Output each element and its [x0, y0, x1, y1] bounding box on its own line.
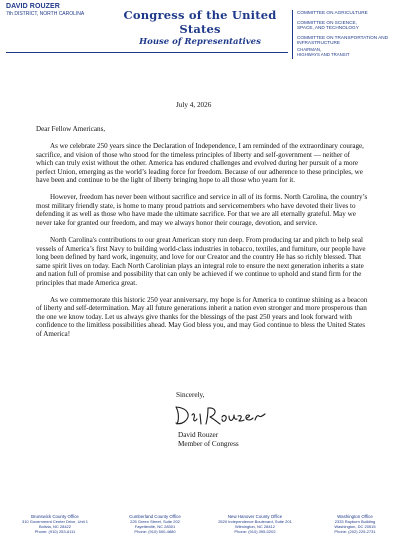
header-divider	[6, 52, 288, 53]
member-header	[6, 3, 84, 17]
committee-list	[292, 10, 409, 59]
subcommittee-chair: CHAIRMAN, HIGHWAYS AND TRANSIT	[297, 46, 350, 57]
salutation: Dear Fellow Americans,	[36, 125, 106, 133]
body-paragraph-3: North Carolina's contributions to our great American story run deep. From producing tar and pitch to help seal vessels of America’s first Navy to building world-class industries in tobacco, textiles, and furniture, our people have long been defined by hard work, ingenuity, and love for our Creator and the country He has so richly blessed. That same spirit lives on today. Each North Carolinian plays an integral role to ensure the next generation inherits a state and nation full of promise and possibility that can only be achieved if we continue to uphold and stand firm for the principles that made America great.	[36, 235, 366, 287]
committee-science: COMMITTEE ON SCIENCE, SPACE, AND TECHNOLOGY	[297, 19, 359, 31]
letter-date: July 4, 2026	[176, 101, 212, 109]
office-footer	[10, 514, 400, 534]
house-title: House of Representatives	[139, 37, 261, 47]
office-cumberland: Cumberland County Office 225 Green Street, Suite 202 Fayetteville, NC 28301 Phone: (910) 500-4880	[129, 514, 181, 534]
office-brunswick: Brunswick County Office 310 Government Center Drive, Unit 1 Bolivia, NC 28422 Phone: (910) 253-6111	[21, 514, 89, 534]
signer-title: Member of Congress	[178, 439, 239, 448]
office-new-hanover: New Hanover County Office 2520 Independence Boulevard, Suite 201 Wilmington, NC 28412 Phone: (910) 395-0202	[218, 514, 292, 534]
congress-masthead	[110, 8, 290, 47]
signer-name: David Rouzer	[178, 431, 219, 439]
member-name: DAVID ROUZER	[6, 3, 60, 10]
member-district: 7th DISTRICT, NORTH CAROLINA	[6, 11, 85, 17]
congress-title: Congress of the United States	[123, 8, 277, 36]
closing: Sincerely,	[176, 391, 205, 399]
handwritten-signature	[170, 402, 280, 428]
letter-body	[36, 125, 368, 347]
body-paragraph-1: As we celebrate 250 years since the Declaration of Independence, I am reminded of the extraordinary courage, sacrifice, and vision of those who stood for the timeless principles of liberty and self-government — neither of which can truly exist without the other. America has endured challenges and evolved during her pursuit of a more perfect Union, emerging as the world’s leading force for freedom. Because of our adherence to these principles, we have been and continue to be the light of liberty bringing hope to all those who yearn for it.	[36, 142, 364, 185]
signature-block	[178, 431, 239, 448]
body-paragraph-2: However, freedom has never been without sacrifice and service in all of its forms. North Carolina, the country’s most military friendly state, is home to many proud patriots and servicemembers who have devoted their lives to defending it as well as those who have made the ultimate sacrifice. For that we are all eternally grateful. May we never take for granted our freedom, and may we always honor their courage, devotion, and service.	[36, 193, 368, 227]
body-paragraph-4: As we commemorate this historic 250 year anniversary, my hope is for America to continue shining as a beacon of liberty and self-determination. May all future generations inherit a nation even stronger and more prosperous than the one we know today. Let us always give thanks for the blessings of the past 250 years and look forward with confidence to the limitless possibilities ahead. May God bless you, and may God continue to bless the United States of America!	[36, 295, 368, 338]
committee-transportation: COMMITTEE ON TRANSPORTATION AND INFRASTRUCTURE	[297, 34, 389, 46]
office-washington: Washington Office 2333 Rayburn Building Washington, DC 20515 Phone: (202) 225-2731	[334, 514, 376, 534]
committee-agriculture: COMMITTEE ON AGRICULTURE	[297, 10, 368, 15]
